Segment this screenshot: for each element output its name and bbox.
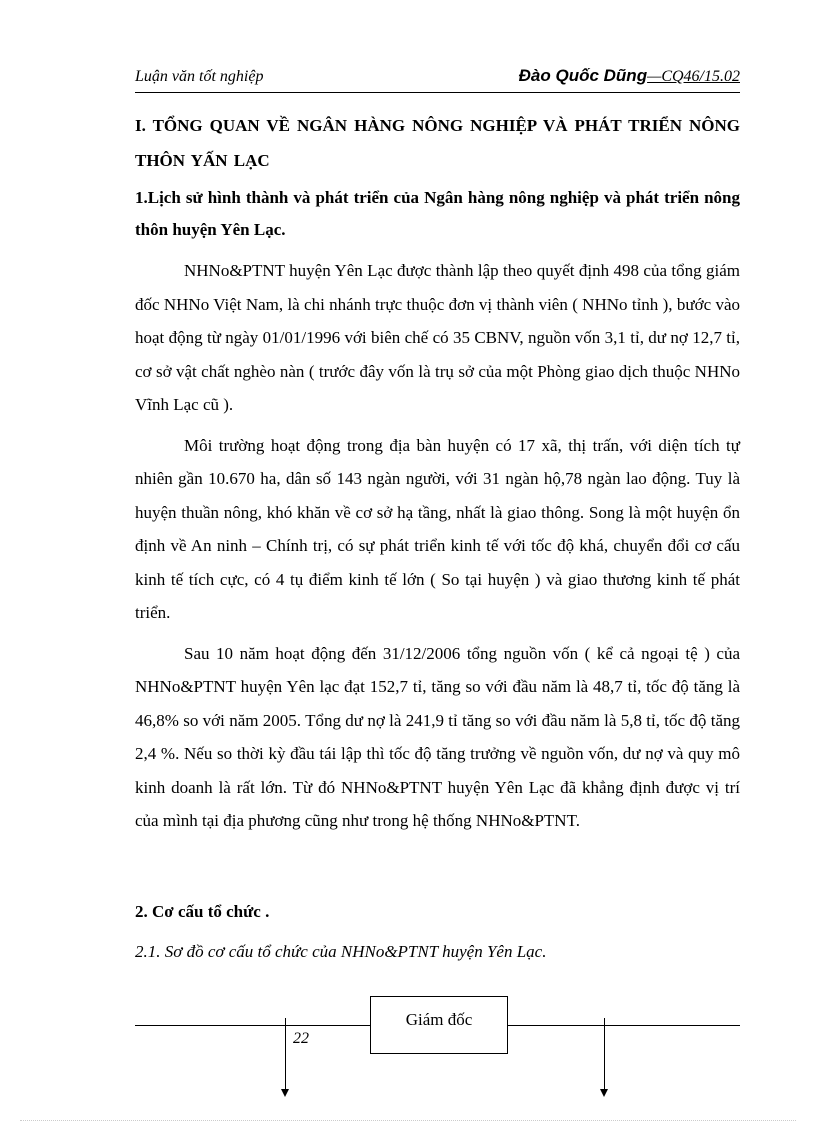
header-author-block: [519, 66, 740, 86]
page-bottom-divider: [20, 1120, 796, 1121]
arrow-down-icon: [600, 1089, 608, 1097]
page-number: 22: [293, 1030, 309, 1047]
org-line-right: [508, 1025, 740, 1026]
section1-subheading: 1.Lịch sử hình thành và phát triển của Ngân hàng nông nghiệp và phát triển nông thôn huyện Yên Lạc.: [135, 188, 740, 239]
header-author: Đào Quốc Dũng: [518, 66, 648, 85]
arrow-down-icon: [281, 1089, 289, 1097]
paragraph-3: Sau 10 năm hoạt động đến 31/12/2006 tổng nguồn vốn ( kể cả ngoại tệ ) của NHNo&PTNT huyện Yên lạc đạt 152,7 tỉ, tăng so với đầu năm là 48,7 tỉ, tốc độ tăng là 46,8% so với năm 2005. Tổng dư nợ là 241,9 tỉ tăng so với đầu năm là 5,8 tỉ, tốc độ tăng 2,4 %. Nếu so thời kỳ đầu tái lập thì tốc độ tăng trưởng về nguồn vốn, dư nợ và quy mô kinh doanh là rất lớn. Từ đó NHNo&PTNT huyện Yên Lạc đã khẳng định được vị trí của mình tại địa phương cũng như trong hệ thống NHNo&PTNT.: [135, 643, 740, 830]
section1-heading: I. TỔNG QUAN VỀ NGÂN HÀNG NÔNG NGHIỆP VÀ PHÁT TRIỂN NÔNG THÔN YẤN LẠC: [135, 116, 740, 170]
section2-heading: 2. Cơ cấu tổ chức .: [135, 902, 270, 921]
header-thesis-label: Luận văn tốt nghiệp: [135, 68, 264, 85]
org-line-left: [135, 1025, 370, 1026]
section2-subheading: 2.1. Sơ đồ cơ cấu tổ chức của NHNo&PTNT huyện Yên Lạc.: [135, 942, 547, 961]
paragraph-2: Môi trường hoạt động trong địa bàn huyện có 17 xã, thị trấn, với diện tích tự nhiên gần 10.670 ha, dân số 143 ngàn người, với 31 ngàn hộ,78 ngàn lao động. Tuy là huyện thuần nông, khó khăn về cơ sở hạ tầng, nhất là giao thông. Song là một huyện ổn định về An ninh – Chính trị, có sự phát triển kinh tế với tốc độ khá, chuyển đổi cơ cấu kinh tế tích cực, có 4 tụ điểm kinh tế lớn ( So tại huyện ) và giao thương kinh tế phát triển.: [135, 435, 740, 622]
header-code: —CQ46/15.02: [647, 68, 740, 85]
main-content: [135, 108, 740, 845]
org-connector-left: [285, 1018, 286, 1090]
page-header: [135, 62, 740, 93]
org-connector-right: [604, 1018, 605, 1090]
director-box: Giám đốc: [370, 996, 508, 1054]
paragraph-1: NHNo&PTNT huyện Yên Lạc được thành lập theo quyết định 498 của tổng giám đốc NHNo Việt Nam, là chi nhánh trực thuộc đơn vị thành viên ( NHNo tỉnh ), bước vào hoạt động từ ngày 01/01/1996 với biên chế có 35 CBNV, nguồn vốn 3,1 tỉ, dư nợ 12,7 tỉ, cơ sở vật chất nghèo nàn ( trước đây vốn là trụ sở của một Phòng giao dịch thuộc NHNo Vĩnh Lạc cũ ).: [135, 261, 740, 414]
